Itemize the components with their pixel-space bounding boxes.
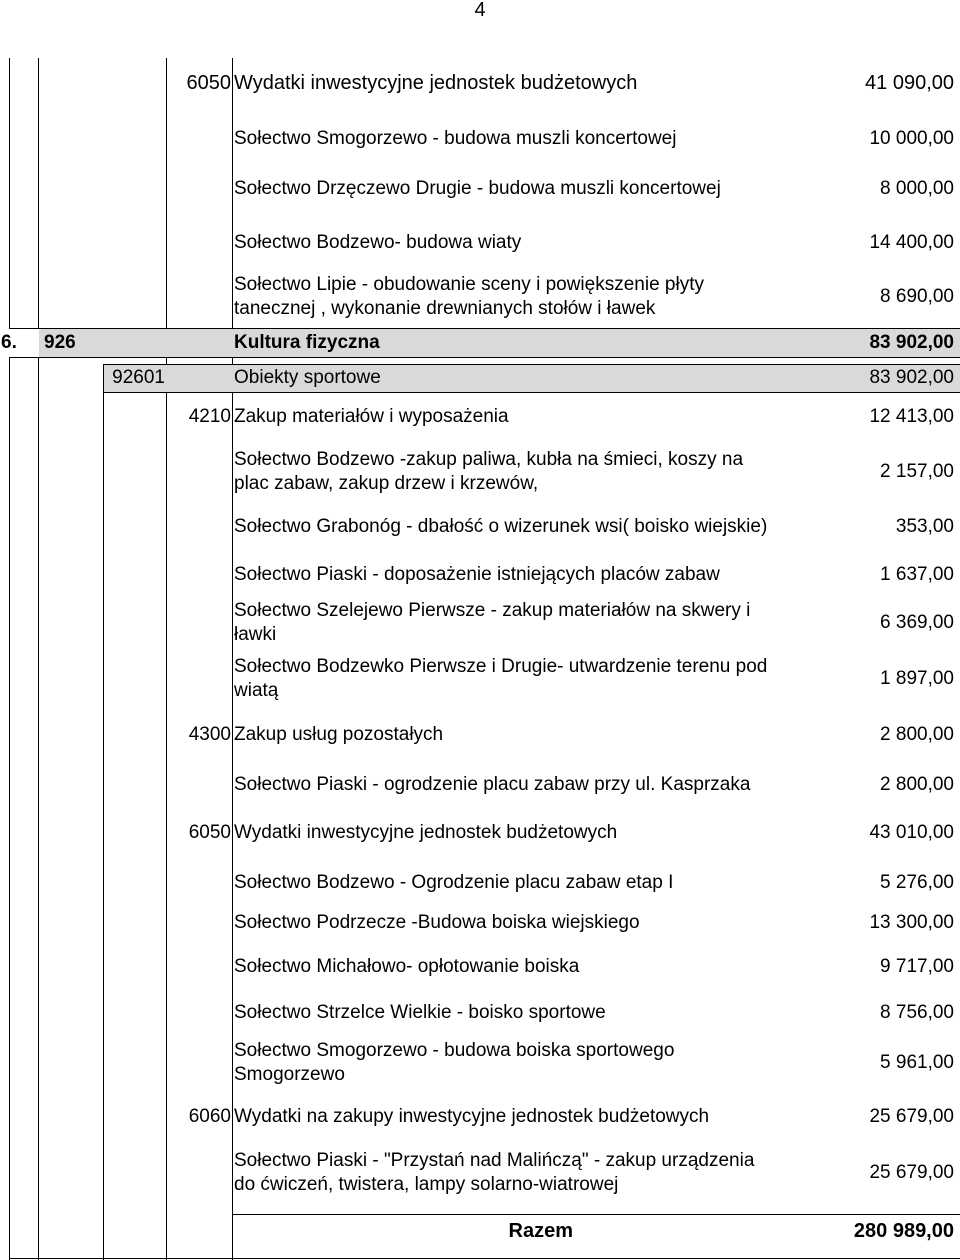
row-description: Wydatki inwestycyjne jednostek budżetowych [234,71,638,94]
chapter-amount: 83 902,00 [869,367,954,388]
row-description: Sołectwo Michałowo- opłotowanie boiska [234,956,580,977]
row-description: Sołectwo Bodzewko Pierwsze i Drugie- utwardzenie terenu pod wiatą [234,656,768,701]
chapter-code: 92601 [112,367,165,388]
row-description: Sołectwo Piaski - doposażenie istniejących placów zabaw [234,564,720,585]
row-amount: 25 679,00 [869,1106,954,1127]
row-divider [9,1258,960,1259]
table-row [0,908,960,938]
section-row [0,329,960,357]
table-row [0,652,960,706]
table-row [0,560,960,590]
table-row [0,818,960,848]
section-amount: 83 902,00 [869,332,954,353]
paragraph-code: 6050 [186,71,231,94]
table-row [0,720,960,750]
row-divider [103,392,960,393]
paragraph-code: 6050 [188,822,231,843]
row-description: Sołectwo Drzęczewo Drugie - budowa muszli koncertowej [234,178,721,199]
paragraph-code: 6060 [188,1106,231,1127]
section-title: Kultura fizyczna [234,332,380,353]
page-number: 4 [474,0,486,21]
table-row [0,500,960,554]
row-divider [9,357,960,358]
row-description: Sołectwo Smogorzewo - budowa muszli koncertowej [234,128,677,149]
table-row [0,1036,960,1090]
row-description: Zakup materiałów i wyposażenia [234,406,509,427]
row-amount: 8 690,00 [880,286,954,307]
table-row [0,446,960,498]
table-row [0,1146,960,1200]
table-row [0,228,960,258]
row-description: Wydatki inwestycyjne jednostek budżetowych [234,822,618,843]
total-label: Razem [508,1219,573,1242]
row-description: Wydatki na zakupy inwestycyjne jednostek budżetowych [234,1106,710,1127]
row-amount: 12 413,00 [869,406,954,427]
budget-table [0,58,960,1260]
paragraph-code: 4210 [188,406,231,427]
row-amount: 6 369,00 [880,612,954,633]
row-amount: 25 679,00 [869,1162,954,1183]
row-amount: 8 000,00 [880,178,954,199]
row-amount: 2 800,00 [880,774,954,795]
row-amount: 5 276,00 [880,872,954,893]
paragraph-code: 4300 [188,724,231,745]
table-row [0,68,960,98]
chapter-title: Obiekty sportowe [234,367,381,388]
row-description: Sołectwo Grabonóg - dbałość o wizerunek wsi( boisko wiejskie) [234,516,768,537]
table-row [0,402,960,432]
table-row [0,868,960,898]
row-amount: 2 800,00 [880,724,954,745]
section-code: 926 [44,332,76,353]
table-row [0,596,960,650]
row-amount: 13 300,00 [869,912,954,933]
row-amount: 1 637,00 [880,564,954,585]
row-description: Sołectwo Piaski - ogrodzenie placu zabaw przy ul. Kasprzaka [234,774,751,795]
row-description: Sołectwo Bodzewo -zakup paliwa, kubła na śmieci, koszy na plac zabaw, zakup drzew i krzewów, [234,449,744,494]
section-number: 6. [0,329,39,357]
row-description: Sołectwo Piaski - "Przystań nad Malińczą" - zakup urządzenia do ćwiczeń, twistera, lampy solarno-wiatrowej [234,1150,755,1195]
row-amount: 9 717,00 [880,956,954,977]
row-description: Sołectwo Podrzecze -Budowa boiska wiejskiego [234,912,640,933]
table-row [0,952,960,982]
total-amount: 280 989,00 [853,1219,954,1242]
row-amount: 41 090,00 [865,71,954,94]
table-row [0,1102,960,1132]
row-amount: 14 400,00 [869,232,954,253]
row-description: Sołectwo Bodzewo- budowa wiaty [234,232,522,253]
total-row [0,1215,960,1247]
table-row [0,174,960,204]
chapter-row [0,364,960,392]
row-amount: 353,00 [895,516,954,537]
row-divider [103,364,960,365]
row-description: Sołectwo Strzelce Wielkie - boisko sportowe [234,1002,606,1023]
row-amount: 5 961,00 [880,1052,954,1073]
table-row [0,998,960,1028]
table-row [0,770,960,800]
row-description: Sołectwo Lipie - obudowanie sceny i powiększenie płyty tanecznej , wykonanie drewnianych stołów i ławek [234,274,704,319]
row-amount: 2 157,00 [880,461,954,482]
row-amount: 1 897,00 [880,668,954,689]
table-row [0,270,960,324]
row-amount: 43 010,00 [869,822,954,843]
row-description: Zakup usług pozostałych [234,724,444,745]
row-amount: 10 000,00 [869,128,954,149]
row-description: Sołectwo Szelejewo Pierwsze - zakup materiałów na skwery i ławki [234,600,751,645]
row-amount: 8 756,00 [880,1002,954,1023]
row-description: Sołectwo Smogorzewo - budowa boiska sportowego Smogorzewo [234,1040,675,1085]
row-description: Sołectwo Bodzewo - Ogrodzenie placu zabaw etap I [234,872,674,893]
table-row [0,124,960,154]
